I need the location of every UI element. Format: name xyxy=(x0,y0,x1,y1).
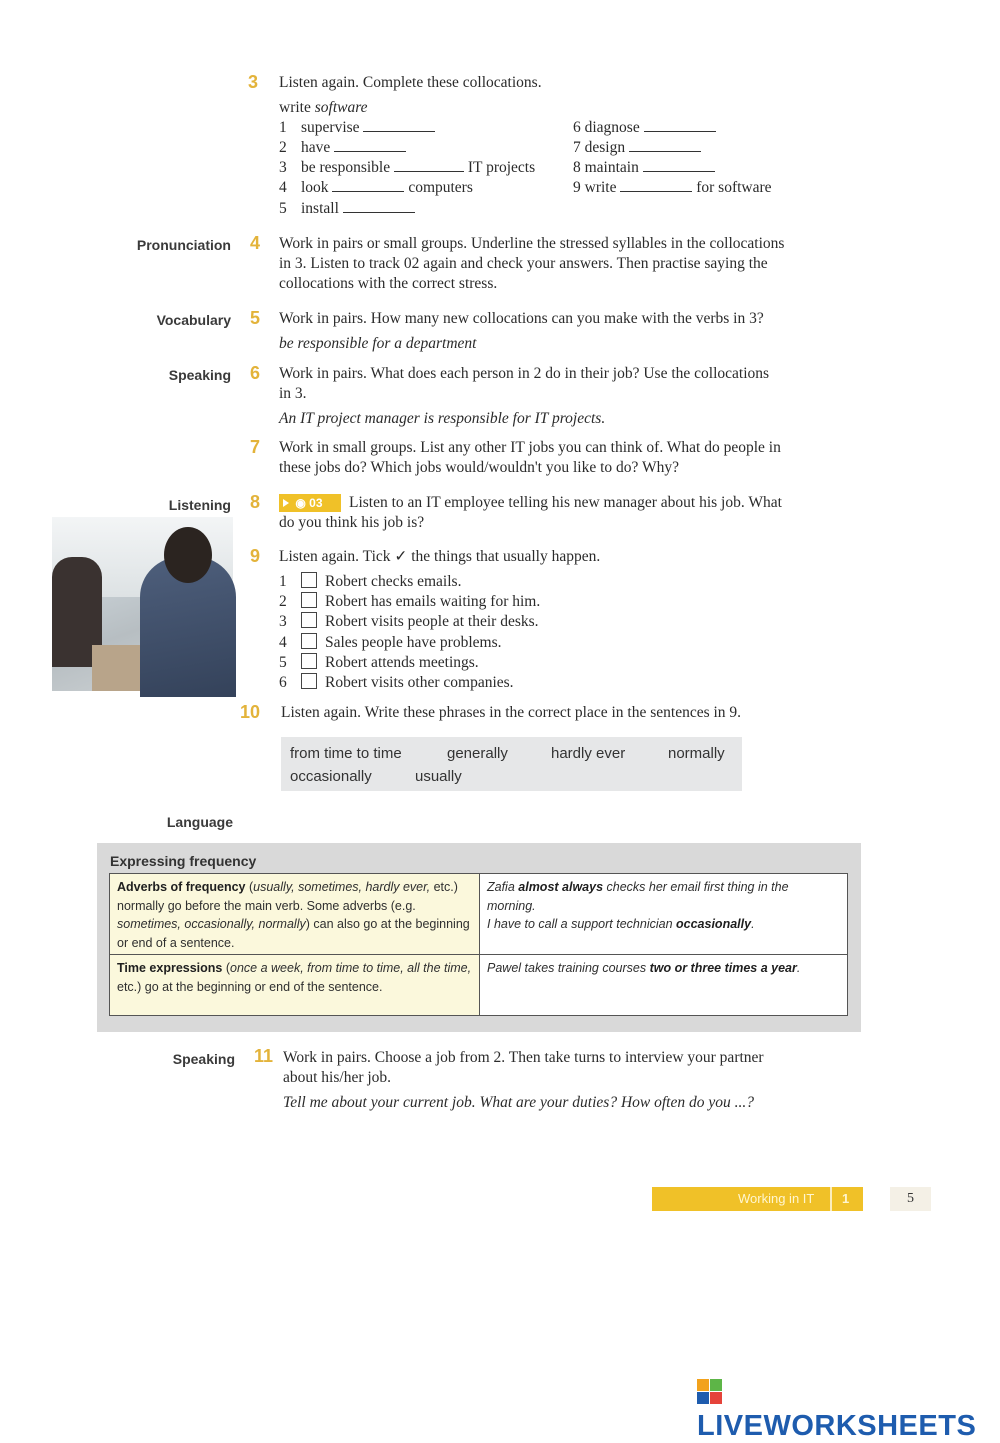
checkbox[interactable] xyxy=(301,673,317,689)
phrase: hardly ever xyxy=(551,745,626,762)
exercise-number: 10 xyxy=(240,702,261,722)
audio-track-button[interactable] xyxy=(279,494,341,512)
collocation-item: 9 write for software xyxy=(573,179,772,196)
checklist-item: 3 Robert visits people at their desks. xyxy=(279,613,539,630)
track-number: 03 xyxy=(309,496,323,510)
exercise-number: 9 xyxy=(250,546,261,566)
example-cell: Pawel takes training courses two or three times a year. xyxy=(487,961,801,975)
phrase: normally xyxy=(668,745,725,762)
exercise-number: 8 xyxy=(250,492,261,512)
answer-blank[interactable] xyxy=(394,158,464,172)
unit-title: Working in IT xyxy=(738,1191,815,1206)
checklist-item: 4 Sales people have problems. xyxy=(279,634,502,651)
section-label: Speaking xyxy=(172,1051,235,1067)
checkbox[interactable] xyxy=(301,592,317,608)
exercise-number: 5 xyxy=(250,308,261,328)
office-photo xyxy=(52,517,233,691)
exercise-text: do you think his job is? xyxy=(279,514,425,531)
answer-blank[interactable] xyxy=(363,118,435,132)
liveworksheets-logo xyxy=(697,1377,1000,1443)
collocation-item: 3 be responsible IT projects xyxy=(279,159,536,176)
collocation-item: 4 look computers xyxy=(279,179,473,196)
section-label: Speaking xyxy=(168,367,231,383)
language-box xyxy=(97,843,861,1032)
exercise-number: 7 xyxy=(250,437,261,457)
checklist-item: 2 Robert has emails waiting for him. xyxy=(279,593,541,610)
answer-blank[interactable] xyxy=(643,158,715,172)
exercise-text: Work in small groups. List any other IT jobs you can think of. What do people in xyxy=(279,439,781,456)
example-sentence: Tell me about your current job. What are your duties? How often do you ...? xyxy=(283,1094,754,1111)
example-cell: Zafia almost always checks her email first thing in the morning. I have to call a support technician occasionally. xyxy=(487,880,789,931)
phrase: occasionally xyxy=(290,768,372,785)
answer-blank[interactable] xyxy=(644,118,716,132)
brand-name: LIVEWORKSHEETS xyxy=(697,1410,977,1442)
checklist-item: 6 Robert visits other companies. xyxy=(279,674,514,691)
phrase: usually xyxy=(415,768,462,785)
exercise-instruction: Listen again. Write these phrases in the correct place in the sentences in 9. xyxy=(281,704,742,721)
exercise-text: these jobs do? Which jobs would/wouldn't you like to do? Why? xyxy=(279,459,680,476)
exercise-text: Work in pairs. Choose a job from 2. Then take turns to interview your partner xyxy=(283,1049,764,1066)
section-label: Pronunciation xyxy=(136,237,231,253)
answer-blank[interactable] xyxy=(334,138,406,152)
language-table xyxy=(109,873,848,1016)
exercise-text: about his/her job. xyxy=(283,1069,392,1086)
exercise-number: 11 xyxy=(254,1046,274,1066)
phrase-box xyxy=(281,737,742,791)
checkbox[interactable] xyxy=(301,612,317,628)
checkbox[interactable] xyxy=(301,653,317,669)
exercise-number: 3 xyxy=(248,72,259,92)
example-verb: write xyxy=(279,99,311,116)
phrase: generally xyxy=(447,745,508,762)
play-icon xyxy=(283,499,289,507)
rule-cell: Adverbs of frequency (usually, sometimes, hardly ever, etc.) normally go before the main verb. Some adverbs (e.g. sometimes, occasionally, normally) can also go at the beginning or end of a sentence. xyxy=(110,874,479,954)
exercise-text: Work in pairs. How many new collocations can you make with the verbs in 3? xyxy=(279,310,764,327)
collocation-item: 8 maintain xyxy=(573,158,715,178)
collocation-item: 7 design xyxy=(573,138,701,158)
exercise-text: in 3. Listen to track 02 again and check your answers. Then practise saying the xyxy=(279,255,768,272)
example-object: software xyxy=(314,99,368,116)
unit-number: 1 xyxy=(842,1191,850,1206)
section-label: Language xyxy=(166,814,233,830)
unit-footer-bar xyxy=(652,1187,863,1211)
phrase: from time to time xyxy=(290,745,402,762)
checkbox[interactable] xyxy=(301,633,317,649)
exercise-number: 4 xyxy=(250,233,261,253)
cd-icon: ◉ xyxy=(295,496,306,510)
collocation-item: 5 install xyxy=(279,199,415,219)
rule-cell: Time expressions (once a week, from time to time, all the time, etc.) go at the beginning or end of the sentence. xyxy=(110,955,479,1015)
answer-blank[interactable] xyxy=(620,178,692,192)
exercise-text: in 3. xyxy=(279,385,307,402)
answer-blank[interactable] xyxy=(343,199,415,213)
answer-blank[interactable] xyxy=(629,138,701,152)
language-box-title: Expressing frequency xyxy=(110,853,257,869)
collocation-item: 2 have xyxy=(279,138,406,158)
collocation-item: 6 diagnose xyxy=(573,118,716,138)
exercise-text: Work in pairs or small groups. Underline the stressed syllables in the collocations xyxy=(279,235,785,252)
page-number: 5 xyxy=(890,1187,931,1211)
exercise-number: 6 xyxy=(250,363,261,383)
exercise-instruction: Listen again. Complete these collocations. xyxy=(279,74,542,91)
section-label: Listening xyxy=(168,497,231,513)
section-label: Vocabulary xyxy=(156,312,231,328)
example-sentence: An IT project manager is responsible for IT projects. xyxy=(279,410,606,427)
brand-logo-icon xyxy=(697,1379,723,1405)
collocation-item: 1 supervise xyxy=(279,118,435,138)
checklist-item: 1 Robert checks emails. xyxy=(279,573,462,590)
example-sentence: be responsible for a department xyxy=(279,335,477,352)
checklist-item: 5 Robert attends meetings. xyxy=(279,654,479,671)
exercise-text: collocations with the correct stress. xyxy=(279,275,498,292)
example-line xyxy=(279,98,368,118)
answer-blank[interactable] xyxy=(332,178,404,192)
exercise-text: Listen to an IT employee telling his new manager about his job. What xyxy=(349,494,782,511)
checkbox[interactable] xyxy=(301,572,317,588)
exercise-instruction: Listen again. Tick ✓ the things that usually happen. xyxy=(279,548,601,565)
exercise-text: Work in pairs. What does each person in 2 do in their job? Use the collocations xyxy=(279,365,770,382)
